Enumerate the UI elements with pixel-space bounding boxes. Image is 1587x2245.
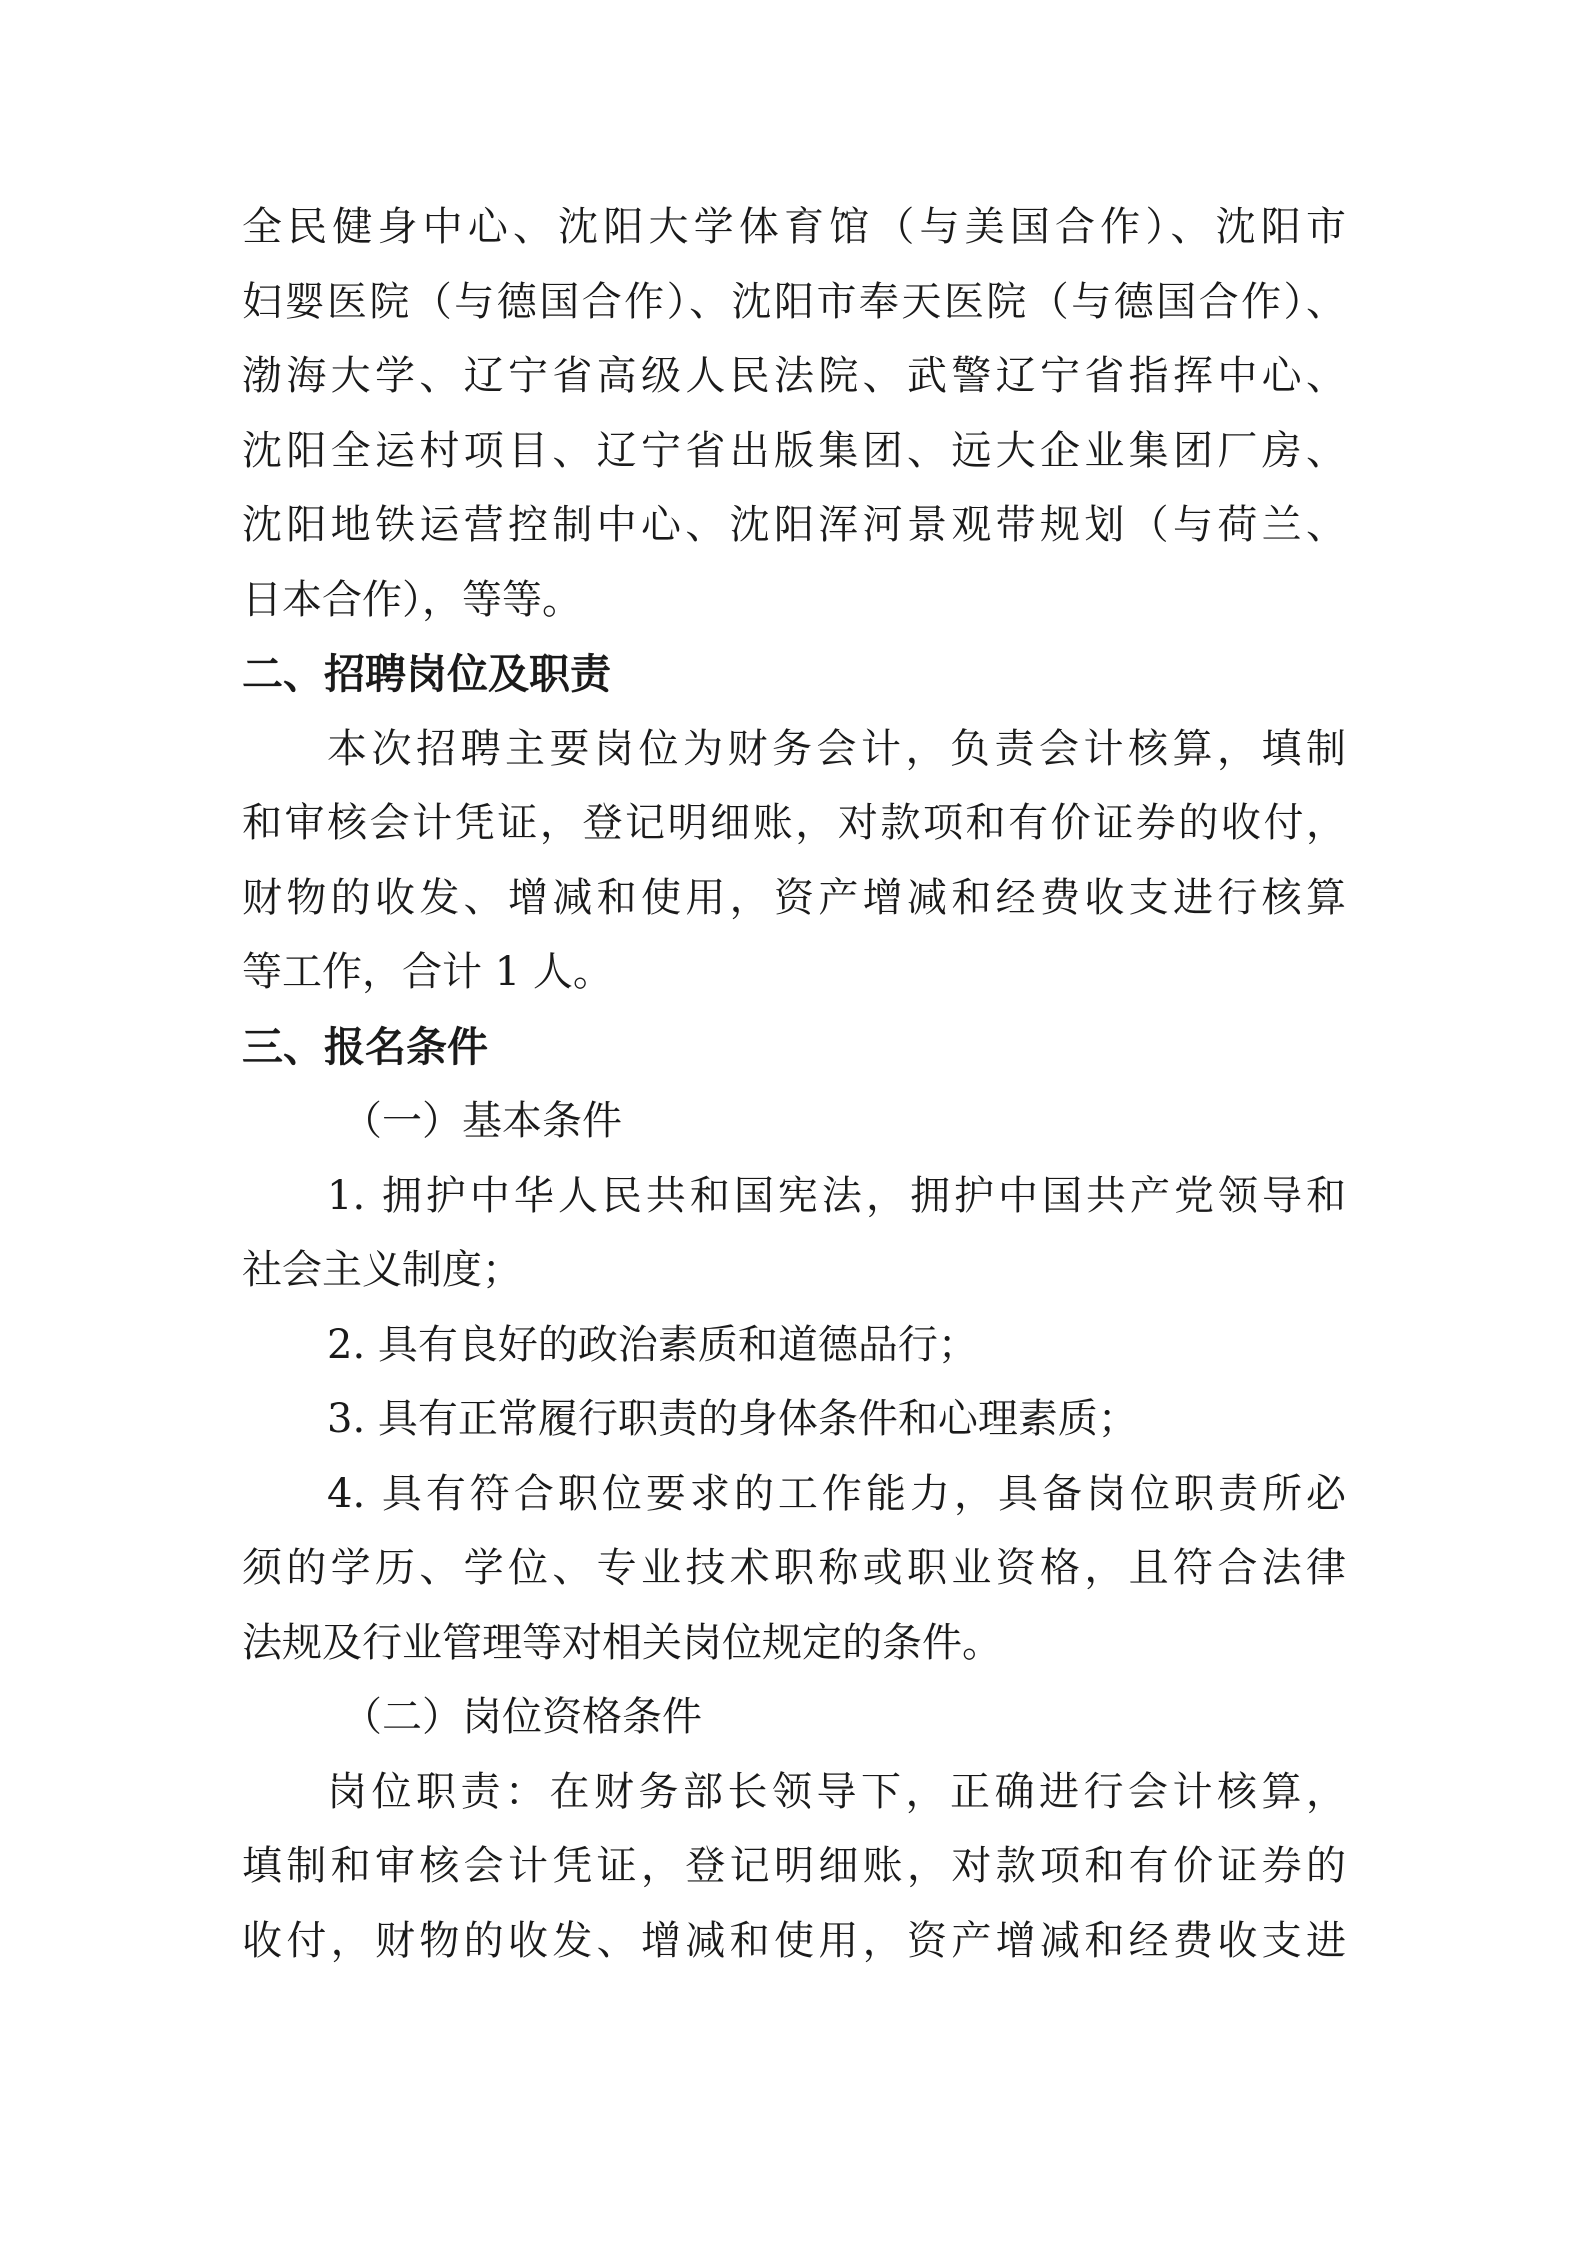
list-item bbox=[242, 1382, 1346, 1457]
text-line: 3. 具有正常履行职责的身体条件和心理素质； bbox=[327, 1396, 1138, 1442]
text-line: 和审核会计凭证，登记明细账，对款项和有价证券的收付， bbox=[242, 800, 1346, 846]
list-item bbox=[242, 1159, 1346, 1308]
section-heading-requirements: 三、报名条件 bbox=[242, 1022, 488, 1071]
text-line: 渤海大学、辽宁省高级人民法院、武警辽宁省指挥中心、 bbox=[242, 353, 1346, 399]
text-line: 4. 具有符合职位要求的工作能力，具备岗位职责所必 bbox=[327, 1470, 1346, 1517]
text-line: 沈阳地铁运营控制中心、沈阳浑河景观带规划（与荷兰、 bbox=[242, 502, 1346, 548]
text-line: 岗位职责：在财务部长领导下，正确进行会计核算， bbox=[327, 1768, 1346, 1815]
list-item bbox=[242, 1457, 1346, 1681]
text-line: 财物的收发、增减和使用，资产增减和经费收支进行核算 bbox=[242, 874, 1346, 921]
text-line: 沈阳全运村项目、辽宁省出版集团、远大企业集团厂房、 bbox=[242, 427, 1346, 474]
paragraph-position-duties bbox=[242, 712, 1346, 1010]
paragraph-project-list bbox=[242, 190, 1346, 637]
text-line: 填制和审核会计凭证，登记明细账，对款项和有价证券的 bbox=[242, 1843, 1346, 1889]
list-item bbox=[242, 1308, 1346, 1383]
text-line: 本次招聘主要岗位为财务会计，负责会计核算，填制 bbox=[327, 725, 1346, 772]
text-line: 妇婴医院（与德国合作）、沈阳市奉天医院（与德国合作）、 bbox=[242, 278, 1346, 325]
text-line: 收付，财物的收发、增减和使用，资产增减和经费收支进 bbox=[242, 1917, 1346, 1964]
text-line: 全民健身中心、沈阳大学体育馆（与美国合作）、沈阳市 bbox=[242, 204, 1346, 250]
text-line: 社会主义制度； bbox=[242, 1247, 522, 1293]
subsection-heading-qualifications: （二）岗位资格条件 bbox=[342, 1694, 702, 1740]
text-line: 1. 拥护中华人民共和国宪法，拥护中国共产党领导和 bbox=[327, 1172, 1346, 1219]
text-line: 日本合作），等等。 bbox=[242, 576, 582, 623]
subsection-heading-basic: （一）基本条件 bbox=[342, 1098, 622, 1144]
paragraph-job-duties bbox=[242, 1755, 1346, 1979]
text-line: 等工作，合计 1 人。 bbox=[242, 949, 613, 995]
text-line: 法规及行业管理等对相关岗位规定的条件。 bbox=[242, 1619, 1002, 1666]
text-line: 须的学历、学位、专业技术职称或职业资格，且符合法律 bbox=[242, 1545, 1346, 1591]
section-heading-positions: 二、招聘岗位及职责 bbox=[242, 650, 611, 698]
text-line: 2. 具有良好的政治素质和道德品行； bbox=[327, 1321, 978, 1368]
document-body bbox=[242, 190, 1346, 1978]
